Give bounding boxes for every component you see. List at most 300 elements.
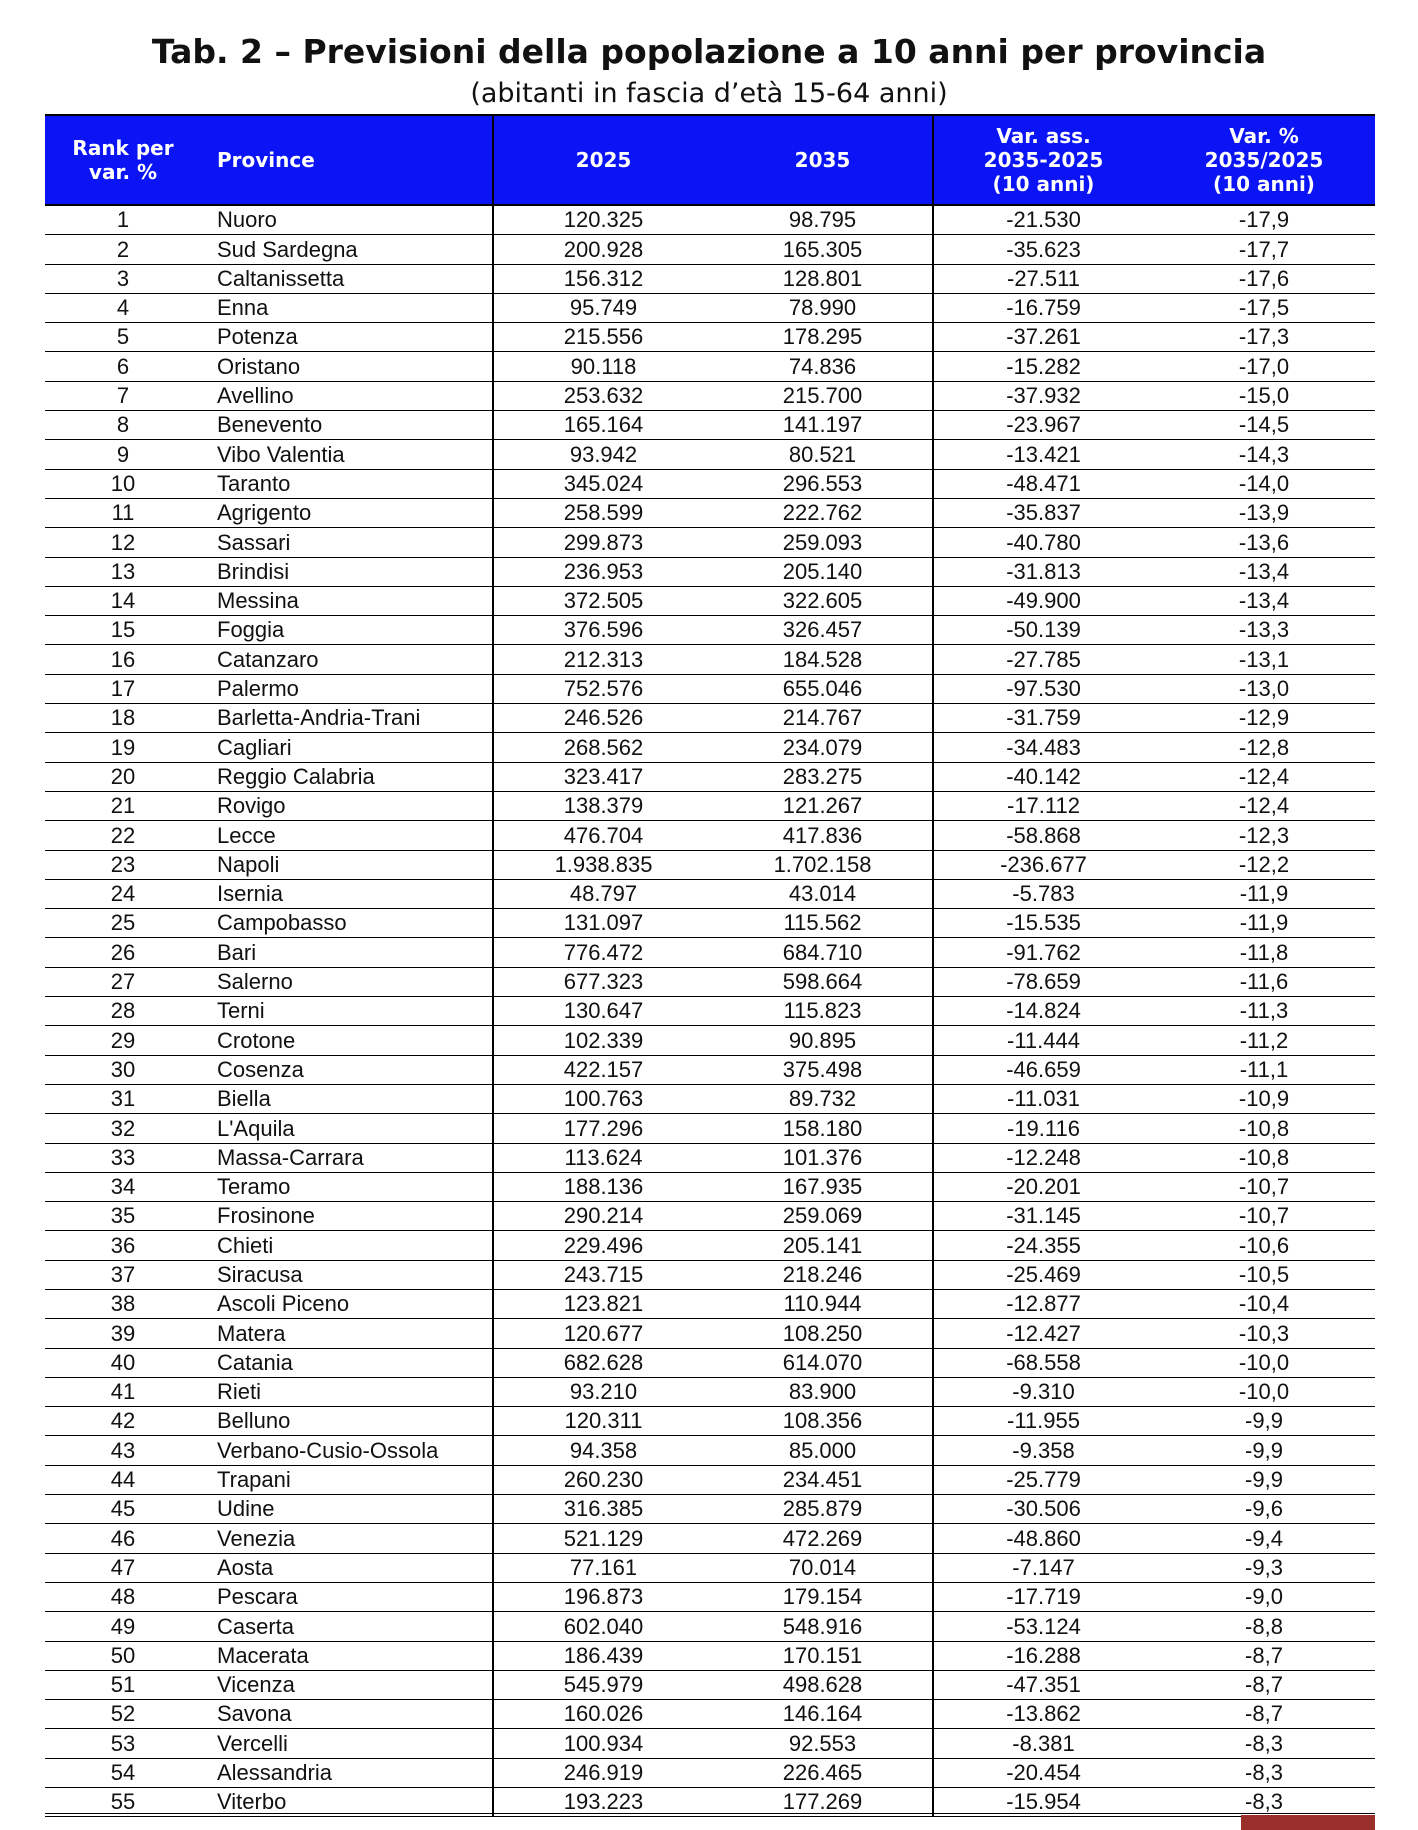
- value-2025-cell: 160.026: [493, 1700, 713, 1729]
- value-2025-cell: 102.339: [493, 1026, 713, 1055]
- rank-cell: 28: [45, 997, 201, 1026]
- rank-cell: 3: [45, 264, 201, 293]
- header-2025: 2025: [493, 115, 713, 205]
- value-2025-cell: 422.157: [493, 1055, 713, 1084]
- province-cell: Savona: [201, 1700, 493, 1729]
- value-2035-cell: 98.795: [713, 205, 933, 235]
- province-cell: Crotone: [201, 1026, 493, 1055]
- table-row: [45, 1114, 1375, 1143]
- province-cell: Salerno: [201, 967, 493, 996]
- value-2035-cell: 375.498: [713, 1055, 933, 1084]
- var-ass-cell: -31.145: [933, 1202, 1153, 1231]
- rank-cell: 44: [45, 1465, 201, 1494]
- var-ass-cell: -14.824: [933, 997, 1153, 1026]
- province-cell: Terni: [201, 997, 493, 1026]
- rank-cell: 47: [45, 1553, 201, 1582]
- province-cell: Sud Sardegna: [201, 235, 493, 264]
- value-2025-cell: 476.704: [493, 821, 713, 850]
- var-ass-cell: -5.783: [933, 879, 1153, 908]
- province-cell: Reggio Calabria: [201, 762, 493, 791]
- table-row: [45, 1641, 1375, 1670]
- province-cell: Trapani: [201, 1465, 493, 1494]
- rank-cell: 54: [45, 1758, 201, 1787]
- table-row: [45, 850, 1375, 879]
- value-2035-cell: 108.356: [713, 1407, 933, 1436]
- var-pct-cell: -10,8: [1153, 1114, 1375, 1143]
- var-ass-cell: -40.142: [933, 762, 1153, 791]
- value-2035-cell: 115.823: [713, 997, 933, 1026]
- var-pct-cell: -12,4: [1153, 791, 1375, 820]
- header-var-ass-line1: Var. ass.: [996, 124, 1091, 148]
- table-row: [45, 1202, 1375, 1231]
- value-2025-cell: 93.942: [493, 440, 713, 469]
- table-row: [45, 323, 1375, 352]
- province-cell: L'Aquila: [201, 1114, 493, 1143]
- var-ass-cell: -37.932: [933, 381, 1153, 410]
- rank-cell: 6: [45, 352, 201, 381]
- province-cell: Biella: [201, 1084, 493, 1113]
- rank-cell: 40: [45, 1348, 201, 1377]
- value-2025-cell: 253.632: [493, 381, 713, 410]
- value-2025-cell: 165.164: [493, 411, 713, 440]
- table-row: [45, 1084, 1375, 1113]
- table-row: [45, 1729, 1375, 1758]
- var-pct-cell: -12,4: [1153, 762, 1375, 791]
- province-cell: Verbano-Cusio-Ossola: [201, 1436, 493, 1465]
- var-ass-cell: -25.469: [933, 1260, 1153, 1289]
- var-ass-cell: -40.780: [933, 528, 1153, 557]
- var-ass-cell: -25.779: [933, 1465, 1153, 1494]
- table-row: [45, 909, 1375, 938]
- value-2025-cell: 95.749: [493, 293, 713, 322]
- header-row: [45, 115, 1375, 205]
- table-row: [45, 1524, 1375, 1553]
- var-ass-cell: -11.031: [933, 1084, 1153, 1113]
- var-pct-cell: -13,4: [1153, 586, 1375, 615]
- value-2035-cell: 108.250: [713, 1319, 933, 1348]
- province-cell: Siracusa: [201, 1260, 493, 1289]
- var-pct-cell: -9,3: [1153, 1553, 1375, 1582]
- value-2035-cell: 178.295: [713, 323, 933, 352]
- var-pct-cell: -13,9: [1153, 498, 1375, 527]
- var-pct-cell: -10,8: [1153, 1143, 1375, 1172]
- var-pct-cell: -11,1: [1153, 1055, 1375, 1084]
- value-2035-cell: 177.269: [713, 1788, 933, 1817]
- table-row: [45, 645, 1375, 674]
- province-cell: Potenza: [201, 323, 493, 352]
- var-ass-cell: -9.358: [933, 1436, 1153, 1465]
- value-2025-cell: 258.599: [493, 498, 713, 527]
- var-ass-cell: -47.351: [933, 1670, 1153, 1699]
- value-2025-cell: 100.934: [493, 1729, 713, 1758]
- var-ass-cell: -8.381: [933, 1729, 1153, 1758]
- var-pct-cell: -11,6: [1153, 967, 1375, 996]
- province-cell: Benevento: [201, 411, 493, 440]
- province-cell: Rieti: [201, 1377, 493, 1406]
- value-2035-cell: 259.093: [713, 528, 933, 557]
- var-pct-cell: -8,3: [1153, 1729, 1375, 1758]
- var-pct-cell: -8,8: [1153, 1612, 1375, 1641]
- province-cell: Caserta: [201, 1612, 493, 1641]
- table-row: [45, 528, 1375, 557]
- var-pct-cell: -12,2: [1153, 850, 1375, 879]
- var-pct-cell: -15,0: [1153, 381, 1375, 410]
- rank-cell: 18: [45, 704, 201, 733]
- rank-cell: 48: [45, 1582, 201, 1611]
- rank-cell: 9: [45, 440, 201, 469]
- province-cell: Pescara: [201, 1582, 493, 1611]
- population-forecast-table: [45, 114, 1375, 1817]
- value-2025-cell: 196.873: [493, 1582, 713, 1611]
- value-2035-cell: 70.014: [713, 1553, 933, 1582]
- province-cell: Viterbo: [201, 1788, 493, 1817]
- value-2025-cell: 682.628: [493, 1348, 713, 1377]
- var-pct-cell: -17,3: [1153, 323, 1375, 352]
- value-2035-cell: 214.767: [713, 704, 933, 733]
- rank-cell: 5: [45, 323, 201, 352]
- rank-cell: 24: [45, 879, 201, 908]
- var-ass-cell: -97.530: [933, 674, 1153, 703]
- var-ass-cell: -30.506: [933, 1495, 1153, 1524]
- rank-cell: 39: [45, 1319, 201, 1348]
- header-var-pct: [1153, 115, 1375, 205]
- var-ass-cell: -15.535: [933, 909, 1153, 938]
- table-row: [45, 1465, 1375, 1494]
- province-cell: Brindisi: [201, 557, 493, 586]
- table-row: [45, 1612, 1375, 1641]
- value-2025-cell: 93.210: [493, 1377, 713, 1406]
- value-2035-cell: 283.275: [713, 762, 933, 791]
- var-ass-cell: -13.862: [933, 1700, 1153, 1729]
- value-2025-cell: 345.024: [493, 469, 713, 498]
- value-2025-cell: 246.526: [493, 704, 713, 733]
- var-ass-cell: -49.900: [933, 586, 1153, 615]
- header-var-ass-line2: 2035-2025: [983, 148, 1104, 172]
- var-pct-cell: -17,7: [1153, 235, 1375, 264]
- rank-cell: 29: [45, 1026, 201, 1055]
- value-2025-cell: 212.313: [493, 645, 713, 674]
- rank-cell: 55: [45, 1788, 201, 1817]
- var-pct-cell: -12,8: [1153, 733, 1375, 762]
- province-cell: Enna: [201, 293, 493, 322]
- value-2035-cell: 170.151: [713, 1641, 933, 1670]
- value-2035-cell: 146.164: [713, 1700, 933, 1729]
- var-pct-cell: -11,9: [1153, 879, 1375, 908]
- value-2035-cell: 684.710: [713, 938, 933, 967]
- var-ass-cell: -34.483: [933, 733, 1153, 762]
- var-ass-cell: -58.868: [933, 821, 1153, 850]
- province-cell: Napoli: [201, 850, 493, 879]
- value-2025-cell: 113.624: [493, 1143, 713, 1172]
- value-2035-cell: 121.267: [713, 791, 933, 820]
- province-cell: Udine: [201, 1495, 493, 1524]
- value-2035-cell: 614.070: [713, 1348, 933, 1377]
- table-row: [45, 879, 1375, 908]
- rank-cell: 21: [45, 791, 201, 820]
- province-cell: Macerata: [201, 1641, 493, 1670]
- province-cell: Messina: [201, 586, 493, 615]
- table-title: Tab. 2 – Previsioni della popolazione a 10 anni per provincia: [151, 32, 1267, 71]
- var-ass-cell: -20.201: [933, 1172, 1153, 1201]
- header-province: Province: [201, 115, 493, 205]
- var-ass-cell: -31.813: [933, 557, 1153, 586]
- table-row: [45, 1670, 1375, 1699]
- var-ass-cell: -11.444: [933, 1026, 1153, 1055]
- value-2035-cell: 184.528: [713, 645, 933, 674]
- corner-color-bar: [1241, 1815, 1375, 1830]
- value-2025-cell: 130.647: [493, 997, 713, 1026]
- value-2035-cell: 101.376: [713, 1143, 933, 1172]
- rank-cell: 7: [45, 381, 201, 410]
- province-cell: Ascoli Piceno: [201, 1289, 493, 1318]
- table-row: [45, 616, 1375, 645]
- value-2035-cell: 128.801: [713, 264, 933, 293]
- value-2035-cell: 322.605: [713, 586, 933, 615]
- province-cell: Cagliari: [201, 733, 493, 762]
- table-row: [45, 586, 1375, 615]
- province-cell: Massa-Carrara: [201, 1143, 493, 1172]
- province-cell: Vicenza: [201, 1670, 493, 1699]
- value-2035-cell: 115.562: [713, 909, 933, 938]
- rank-cell: 46: [45, 1524, 201, 1553]
- value-2025-cell: 131.097: [493, 909, 713, 938]
- population-table-container: [45, 114, 1375, 1817]
- province-cell: Taranto: [201, 469, 493, 498]
- var-ass-cell: -46.659: [933, 1055, 1153, 1084]
- value-2025-cell: 188.136: [493, 1172, 713, 1201]
- value-2025-cell: 376.596: [493, 616, 713, 645]
- province-cell: Frosinone: [201, 1202, 493, 1231]
- province-cell: Sassari: [201, 528, 493, 557]
- table-row: [45, 967, 1375, 996]
- value-2025-cell: 193.223: [493, 1788, 713, 1817]
- var-ass-cell: -68.558: [933, 1348, 1153, 1377]
- table-row: [45, 469, 1375, 498]
- table-row: [45, 1553, 1375, 1582]
- var-pct-cell: -13,0: [1153, 674, 1375, 703]
- table-row: [45, 704, 1375, 733]
- value-2025-cell: 246.919: [493, 1758, 713, 1787]
- table-row: [45, 762, 1375, 791]
- province-cell: Rovigo: [201, 791, 493, 820]
- rank-cell: 50: [45, 1641, 201, 1670]
- var-ass-cell: -31.759: [933, 704, 1153, 733]
- value-2025-cell: 776.472: [493, 938, 713, 967]
- value-2035-cell: 92.553: [713, 1729, 933, 1758]
- var-pct-cell: -11,8: [1153, 938, 1375, 967]
- rank-cell: 1: [45, 205, 201, 235]
- var-pct-cell: -10,9: [1153, 1084, 1375, 1113]
- var-pct-cell: -9,9: [1153, 1436, 1375, 1465]
- var-pct-cell: -13,1: [1153, 645, 1375, 674]
- province-cell: Isernia: [201, 879, 493, 908]
- province-cell: Vibo Valentia: [201, 440, 493, 469]
- province-cell: Chieti: [201, 1231, 493, 1260]
- province-cell: Lecce: [201, 821, 493, 850]
- var-ass-cell: -53.124: [933, 1612, 1153, 1641]
- var-ass-cell: -19.116: [933, 1114, 1153, 1143]
- var-pct-cell: -10,5: [1153, 1260, 1375, 1289]
- header-rank-line2: var. %: [88, 160, 158, 184]
- value-2025-cell: 120.677: [493, 1319, 713, 1348]
- value-2025-cell: 602.040: [493, 1612, 713, 1641]
- value-2035-cell: 85.000: [713, 1436, 933, 1465]
- value-2035-cell: 89.732: [713, 1084, 933, 1113]
- value-2035-cell: 179.154: [713, 1582, 933, 1611]
- rank-cell: 14: [45, 586, 201, 615]
- var-ass-cell: -27.511: [933, 264, 1153, 293]
- table-row: [45, 1026, 1375, 1055]
- value-2035-cell: 417.836: [713, 821, 933, 850]
- table-row: [45, 1758, 1375, 1787]
- value-2025-cell: 677.323: [493, 967, 713, 996]
- var-ass-cell: -48.471: [933, 469, 1153, 498]
- table-row: [45, 1172, 1375, 1201]
- var-ass-cell: -35.837: [933, 498, 1153, 527]
- table-row: [45, 1143, 1375, 1172]
- province-cell: Palermo: [201, 674, 493, 703]
- var-pct-cell: -13,3: [1153, 616, 1375, 645]
- value-2025-cell: 316.385: [493, 1495, 713, 1524]
- rank-cell: 41: [45, 1377, 201, 1406]
- value-2035-cell: 259.069: [713, 1202, 933, 1231]
- var-pct-cell: -11,2: [1153, 1026, 1375, 1055]
- var-pct-cell: -8,7: [1153, 1700, 1375, 1729]
- header-var-pct-line1: Var. %: [1229, 124, 1299, 148]
- value-2025-cell: 123.821: [493, 1289, 713, 1318]
- rank-cell: 2: [45, 235, 201, 264]
- var-ass-cell: -17.719: [933, 1582, 1153, 1611]
- var-pct-cell: -11,3: [1153, 997, 1375, 1026]
- rank-cell: 20: [45, 762, 201, 791]
- var-ass-cell: -12.877: [933, 1289, 1153, 1318]
- value-2025-cell: 521.129: [493, 1524, 713, 1553]
- var-ass-cell: -48.860: [933, 1524, 1153, 1553]
- value-2025-cell: 177.296: [493, 1114, 713, 1143]
- var-ass-cell: -37.261: [933, 323, 1153, 352]
- value-2035-cell: 472.269: [713, 1524, 933, 1553]
- value-2035-cell: 234.451: [713, 1465, 933, 1494]
- value-2035-cell: 83.900: [713, 1377, 933, 1406]
- rank-cell: 43: [45, 1436, 201, 1465]
- var-pct-cell: -8,3: [1153, 1758, 1375, 1787]
- var-ass-cell: -50.139: [933, 616, 1153, 645]
- table-row: [45, 938, 1375, 967]
- value-2035-cell: 74.836: [713, 352, 933, 381]
- rank-cell: 42: [45, 1407, 201, 1436]
- province-cell: Avellino: [201, 381, 493, 410]
- var-ass-cell: -23.967: [933, 411, 1153, 440]
- var-ass-cell: -91.762: [933, 938, 1153, 967]
- value-2035-cell: 226.465: [713, 1758, 933, 1787]
- var-pct-cell: -14,5: [1153, 411, 1375, 440]
- value-2025-cell: 268.562: [493, 733, 713, 762]
- rank-cell: 8: [45, 411, 201, 440]
- var-pct-cell: -9,6: [1153, 1495, 1375, 1524]
- value-2035-cell: 222.762: [713, 498, 933, 527]
- table-row: [45, 733, 1375, 762]
- header-2035: 2035: [713, 115, 933, 205]
- value-2035-cell: 296.553: [713, 469, 933, 498]
- table-header: [45, 115, 1375, 205]
- value-2025-cell: 77.161: [493, 1553, 713, 1582]
- value-2035-cell: 110.944: [713, 1289, 933, 1318]
- province-cell: Campobasso: [201, 909, 493, 938]
- table-row: [45, 440, 1375, 469]
- var-pct-cell: -13,6: [1153, 528, 1375, 557]
- var-pct-cell: -17,6: [1153, 264, 1375, 293]
- value-2035-cell: 78.990: [713, 293, 933, 322]
- value-2025-cell: 138.379: [493, 791, 713, 820]
- table-row: [45, 821, 1375, 850]
- value-2035-cell: 165.305: [713, 235, 933, 264]
- table-row: [45, 1407, 1375, 1436]
- var-pct-cell: -10,4: [1153, 1289, 1375, 1318]
- table-row: [45, 293, 1375, 322]
- province-cell: Caltanissetta: [201, 264, 493, 293]
- rank-cell: 37: [45, 1260, 201, 1289]
- var-pct-cell: -9,0: [1153, 1582, 1375, 1611]
- table-row: [45, 352, 1375, 381]
- value-2025-cell: 100.763: [493, 1084, 713, 1113]
- var-pct-cell: -8,3: [1153, 1788, 1375, 1817]
- value-2035-cell: 43.014: [713, 879, 933, 908]
- rank-cell: 38: [45, 1289, 201, 1318]
- var-pct-cell: -14,0: [1153, 469, 1375, 498]
- table-row: [45, 1289, 1375, 1318]
- province-cell: Teramo: [201, 1172, 493, 1201]
- value-2035-cell: 498.628: [713, 1670, 933, 1699]
- var-pct-cell: -11,9: [1153, 909, 1375, 938]
- table-row: [45, 1319, 1375, 1348]
- var-ass-cell: -27.785: [933, 645, 1153, 674]
- var-ass-cell: -9.310: [933, 1377, 1153, 1406]
- province-cell: Aosta: [201, 1553, 493, 1582]
- table-row: [45, 997, 1375, 1026]
- province-cell: Oristano: [201, 352, 493, 381]
- table-row: [45, 557, 1375, 586]
- table-row: [45, 1436, 1375, 1465]
- value-2035-cell: 218.246: [713, 1260, 933, 1289]
- table-row: [45, 1348, 1375, 1377]
- var-pct-cell: -14,3: [1153, 440, 1375, 469]
- value-2025-cell: 236.953: [493, 557, 713, 586]
- table-row: [45, 1231, 1375, 1260]
- rank-cell: 51: [45, 1670, 201, 1699]
- header-rank: [45, 115, 201, 205]
- province-cell: Bari: [201, 938, 493, 967]
- var-pct-cell: -8,7: [1153, 1670, 1375, 1699]
- table-row: [45, 498, 1375, 527]
- rank-cell: 33: [45, 1143, 201, 1172]
- var-pct-cell: -10,3: [1153, 1319, 1375, 1348]
- var-pct-cell: -10,6: [1153, 1231, 1375, 1260]
- var-ass-cell: -17.112: [933, 791, 1153, 820]
- var-pct-cell: -9,4: [1153, 1524, 1375, 1553]
- var-pct-cell: -17,9: [1153, 205, 1375, 235]
- header-var-pct-line2: 2035/2025: [1204, 148, 1324, 172]
- var-pct-cell: -12,9: [1153, 704, 1375, 733]
- province-cell: Belluno: [201, 1407, 493, 1436]
- value-2025-cell: 215.556: [493, 323, 713, 352]
- value-2035-cell: 285.879: [713, 1495, 933, 1524]
- var-ass-cell: -12.427: [933, 1319, 1153, 1348]
- var-ass-cell: -15.282: [933, 352, 1153, 381]
- value-2035-cell: 158.180: [713, 1114, 933, 1143]
- province-cell: Agrigento: [201, 498, 493, 527]
- rank-cell: 22: [45, 821, 201, 850]
- table-row: [45, 235, 1375, 264]
